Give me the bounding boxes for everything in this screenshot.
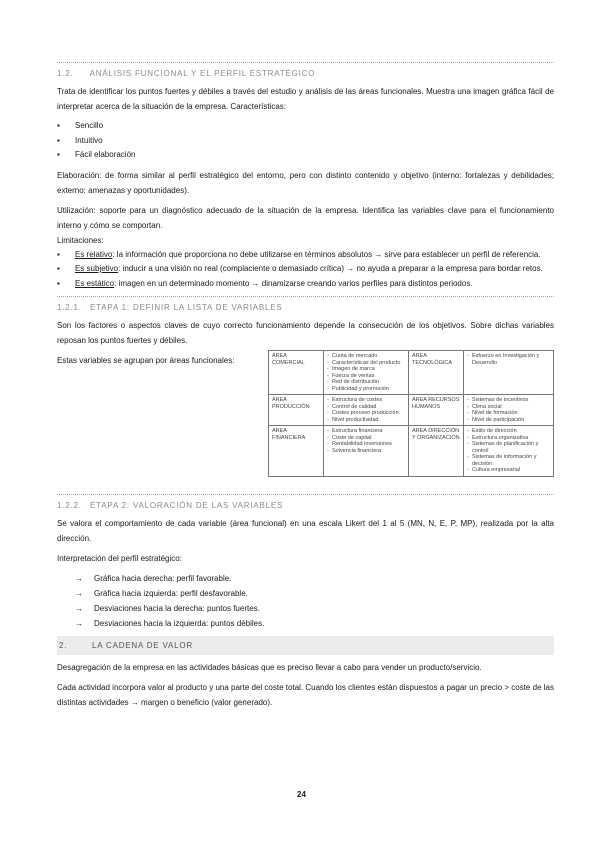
list-item: [57, 248, 554, 263]
table-item: - Costes proceso producción: [332, 410, 405, 417]
table-item: - Publicidad y promoción: [332, 386, 405, 393]
area-name: ÁREA DIRECCIÓN Y ORGANIZACIÓN: [409, 426, 464, 477]
list-item: [57, 262, 554, 277]
area-name: ÁREA COMERCIAL: [269, 351, 324, 395]
list-item: ▪ Sencillo: [57, 119, 554, 134]
section-title: ETAPA 2: VALORACIÓN DE LAS VARIABLES: [90, 501, 284, 510]
cadena-paragraph-1: Desagregación de la empresa en las actividades básicas que es preciso llevar a cabo para vender un producto/servicio.: [57, 663, 482, 672]
section-number: 2.: [59, 641, 68, 650]
section-heading-2: [57, 636, 554, 655]
page-number: 24: [297, 790, 306, 799]
areas-table: [268, 350, 554, 477]
table-item: - Estructura de costes: [332, 397, 405, 404]
area-name: ÁREA TECNOLÓGICA: [409, 351, 464, 395]
table-item: - Estilo de dirección: [472, 428, 550, 435]
section-title: ANÁLISIS FUNCIONAL Y EL PERFIL ESTRATÉGICO: [89, 69, 316, 78]
table-item: - Solvencia financiera: [332, 448, 405, 455]
table-item: - Características del producto: [332, 360, 405, 367]
section-heading-1-2: [57, 63, 554, 84]
section-number: 1.2.1.: [57, 303, 82, 312]
table-item: - Sistemas de incentivos: [472, 397, 550, 404]
term-text: : la información que proporciona no debe utilizarse en términos absolutos → sirve para establecer un perfil de referencia.: [112, 249, 541, 259]
list-item: → Desviaciones hacia la izquierda: puntos débiles.: [57, 616, 554, 631]
list-item: → Gráfica hacia izquierda: perfil desfavorable.: [57, 586, 554, 601]
table-row: [269, 351, 554, 395]
variables-paragraph: Son los factores o aspectos claves de cuyo correcto funcionamiento depende la consecución de los objetivos. Sobre dichas variables reposan los puntos fuertes y débiles.: [57, 321, 554, 345]
table-item: - Coste de capital: [332, 435, 405, 442]
areas-paragraph: Estas variables se agrupan por áreas funcionales:: [57, 356, 235, 365]
area-items: [324, 395, 409, 426]
area-name: ÁREA RECURSOS HUMANOS: [409, 395, 464, 426]
list-item: ▪ Intuitivo: [57, 134, 554, 149]
term: Es subjetivo: [75, 264, 119, 273]
section-heading-1-2-2: [57, 495, 554, 516]
limitaciones-list: [57, 248, 554, 292]
table-item: - Nivel productividad: [332, 417, 405, 424]
table-item: - Estructura financiera: [332, 428, 405, 435]
area-items: [464, 395, 554, 426]
table-item: - Fuerza de ventas: [332, 373, 405, 380]
table-item: - Clima social: [472, 404, 550, 411]
table-item: - Cuota de mercado: [332, 353, 405, 360]
term-text: : inducir a una visión no real (complaciente o demasiado crítica) → no ayuda a preparar a la empresa para bordar retos.: [118, 264, 543, 273]
limitaciones-label: Limitaciones:: [57, 235, 104, 245]
elaboracion-paragraph: Elaboración: de forma similar al perfil estratégico del entorno, pero con distinto contenido y objetivo (interno: fortalezas y debilidades; externo: amenazas y oportunidades).: [57, 170, 554, 195]
etapa1-block: [57, 318, 554, 494]
table-item: - Cultura empresarial: [472, 467, 550, 474]
table-item: - Sistemas de planificación y control: [472, 441, 550, 454]
table-item: - Imagen de marca: [332, 366, 405, 373]
term: Es relativo: [75, 249, 113, 259]
features-list: [57, 119, 554, 163]
section-heading-1-2-1: [57, 297, 554, 318]
section-number: 1.2.: [57, 69, 74, 78]
area-name: ÁREA PRODUCCIÓN: [269, 395, 324, 426]
document-page: [57, 62, 554, 710]
interpretation-list: [57, 571, 554, 631]
table-item: - Red de distribución: [332, 379, 405, 386]
table-item: - Sistemas de información y decisión: [472, 454, 550, 467]
area-items: [324, 351, 409, 395]
table-item: - Nivel de formación: [472, 410, 550, 417]
table-item: - Control de calidad: [332, 404, 405, 411]
list-item: [57, 277, 554, 292]
term-text: : imagen en un determinado momento → dinamizarse creando varios perfiles para distintos periodos.: [114, 278, 473, 288]
area-items: [324, 426, 409, 477]
table-item: - Esfuerzo en Investigación y Desarrollo: [472, 353, 550, 366]
table-row: [269, 395, 554, 426]
table-item: - Estructura organizativa: [472, 435, 550, 442]
table-row: [269, 426, 554, 477]
interpretation-label: Interpretación del perfil estratégico:: [57, 554, 182, 563]
section-title: LA CADENA DE VALOR: [92, 641, 193, 650]
table-item: - Rentabilidad inversiones: [332, 441, 405, 448]
area-items: [464, 426, 554, 477]
table-item: - Nivel de participación: [472, 417, 550, 424]
area-name: ÁREA FINANCIERA: [269, 426, 324, 477]
cadena-paragraph-2: Cada actividad incorpora valor al producto y una parte del coste total. Cuando los clientes están dispuestos a pagar un precio > coste de las distintas actividades → margen o beneficio (valor generado).: [57, 683, 554, 707]
list-item: ▪ Fácil elaboración: [57, 148, 554, 163]
likert-paragraph: Se valora el comportamiento de cada variable (área funcional) en una escala Likert del 1 al 5 (MN, N, E, P, MP), realizada por la alta dirección.: [57, 519, 554, 543]
intro-paragraph: Trata de identificar los puntos fuertes y débiles a través del estudio y análisis de las áreas funcionales. Muestra una imagen gráfica fácil de interpretar acerca de la situación de la empresa. Características:: [57, 87, 554, 111]
list-item: → Desviaciones hacia la derecha: puntos fuertes.: [57, 601, 554, 616]
section-number: 1.2.2.: [57, 501, 82, 510]
utilizacion-paragraph: Utilización: soporte para un diagnóstico adecuado de la situación de la empresa. Identifica las variables clave para el funcionamiento interno y cómo se comportan.: [57, 205, 554, 230]
list-item: → Gráfica hacia derecha: perfil favorable.: [57, 571, 554, 586]
section-title: ETAPA 1: DEFINIR LA LISTA DE VARIABLES: [90, 303, 283, 312]
area-items: [464, 351, 554, 395]
term: Es estático: [75, 278, 115, 288]
